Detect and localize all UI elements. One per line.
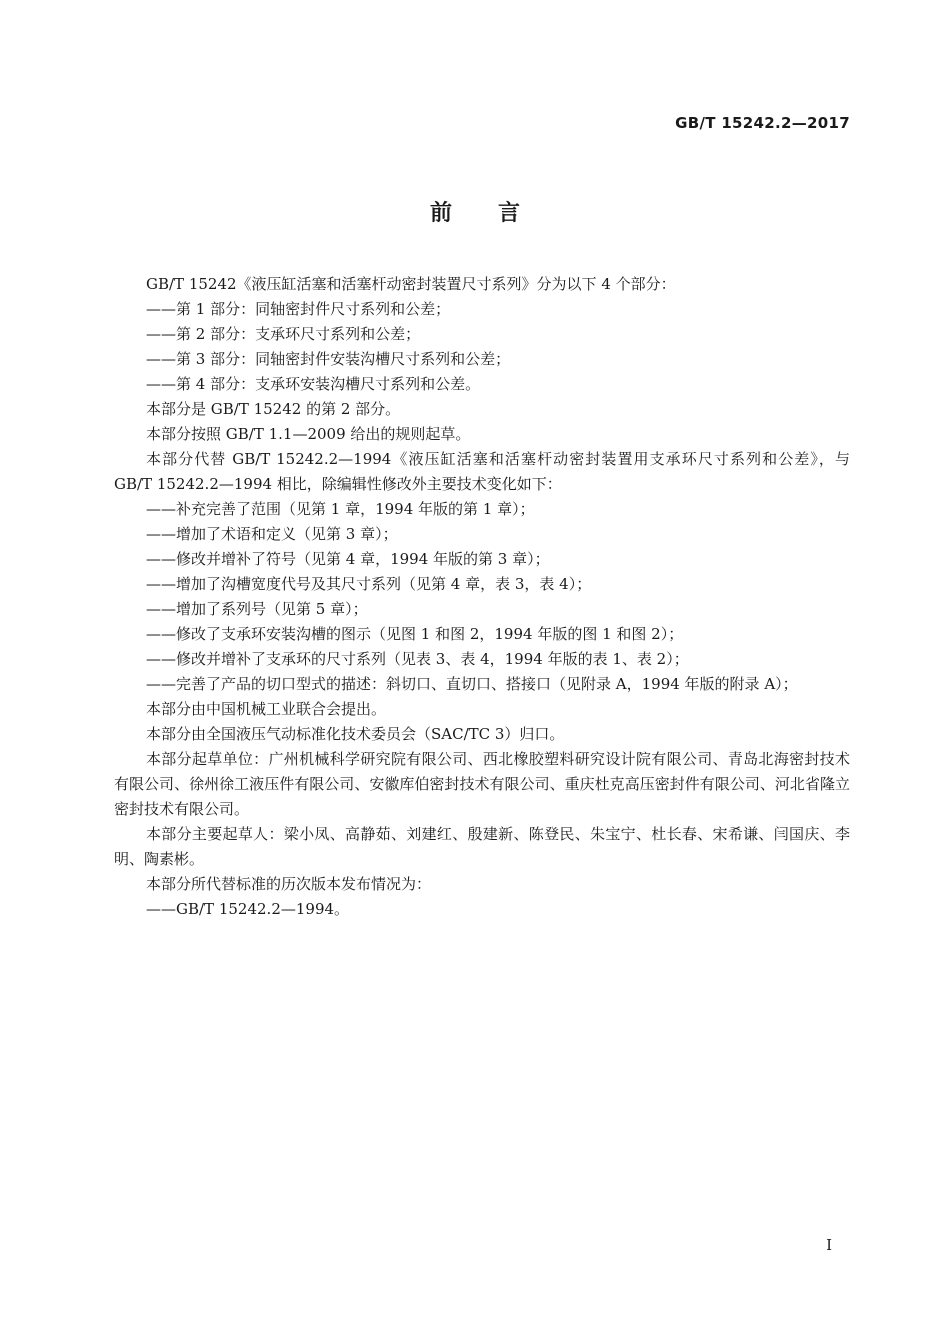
list-item-change-7: ——修改并增补了支承环的尺寸系列（见表 3、表 4，1994 年版的表 1、表 2）； xyxy=(146,650,689,668)
paragraph-part-statement: 本部分是 GB/T 15242 的第 2 部分。 xyxy=(146,400,401,418)
paragraph-drafting-rules: 本部分按照 GB/T 1.1—2009 给出的规则起草。 xyxy=(146,425,471,443)
page-number: I xyxy=(826,1236,832,1254)
paragraph-committee: 本部分由全国液压气动标准化技术委员会（SAC/TC 3）归口。 xyxy=(146,725,565,743)
paragraph-intro: GB/T 15242《液压缸活塞和活塞杆动密封装置尺寸系列》分为以下 4 个部分： xyxy=(146,275,676,293)
list-item-part-3: ——第 3 部分：同轴密封件安装沟槽尺寸系列和公差； xyxy=(146,350,511,368)
list-item-change-1: ——补充完善了范围（见第 1 章，1994 年版的第 1 章）； xyxy=(146,500,535,518)
foreword-body xyxy=(114,272,850,922)
list-item-change-5: ——增加了系列号（见第 5 章）； xyxy=(146,600,368,618)
page-title: 前言 xyxy=(429,201,566,226)
list-item-history-1: ——GB/T 15242.2—1994。 xyxy=(146,900,350,918)
list-item-change-3: ——修改并增补了符号（见第 4 章，1994 年版的第 3 章）； xyxy=(146,550,550,568)
list-item-part-4: ——第 4 部分：支承环安装沟槽尺寸系列和公差。 xyxy=(146,375,481,393)
paragraph-history-intro: 本部分所代替标准的历次版本发布情况为： xyxy=(146,875,432,893)
list-item-part-1: ——第 1 部分：同轴密封件尺寸系列和公差； xyxy=(146,300,451,318)
paragraph-drafting-units: 本部分起草单位：广州机械科学研究院有限公司、西北橡胶塑料研究设计院有限公司、青岛北海密封技术有限公司、徐州徐工液压件有限公司、安徽库伯密封技术有限公司、重庆杜克高压密封件有限公司、河北省隆立密封技术有限公司。 xyxy=(114,750,850,818)
paragraph-replacement: 本部分代替 GB/T 15242.2—1994《液压缸活塞和活塞杆动密封装置用支承环尺寸系列和公差》，与 GB/T 15242.2—1994 相比，除编辑性修改外主要技术变化如下： xyxy=(114,450,850,493)
list-item-change-6: ——修改了支承环安装沟槽的图示（见图 1 和图 2，1994 年版的图 1 和图 2）； xyxy=(146,625,684,643)
list-item-change-8: ——完善了产品的切口型式的描述：斜切口、直切口、搭接口（见附录 A，1994 年版的附录 A）； xyxy=(146,675,798,693)
paragraph-proposer: 本部分由中国机械工业联合会提出。 xyxy=(146,700,387,718)
standard-code-header: GB/T 15242.2—2017 xyxy=(675,114,850,132)
list-item-change-4: ——增加了沟槽宽度代号及其尺寸系列（见第 4 章，表 3，表 4）； xyxy=(146,575,592,593)
list-item-part-2: ——第 2 部分：支承环尺寸系列和公差； xyxy=(146,325,421,343)
list-item-change-2: ——增加了术语和定义（见第 3 章）； xyxy=(146,525,398,543)
paragraph-drafters: 本部分主要起草人：梁小凤、高静茹、刘建红、殷建新、陈登民、朱宝宁、杜长春、宋希谦、闫国庆、李明、陶素彬。 xyxy=(114,825,850,868)
